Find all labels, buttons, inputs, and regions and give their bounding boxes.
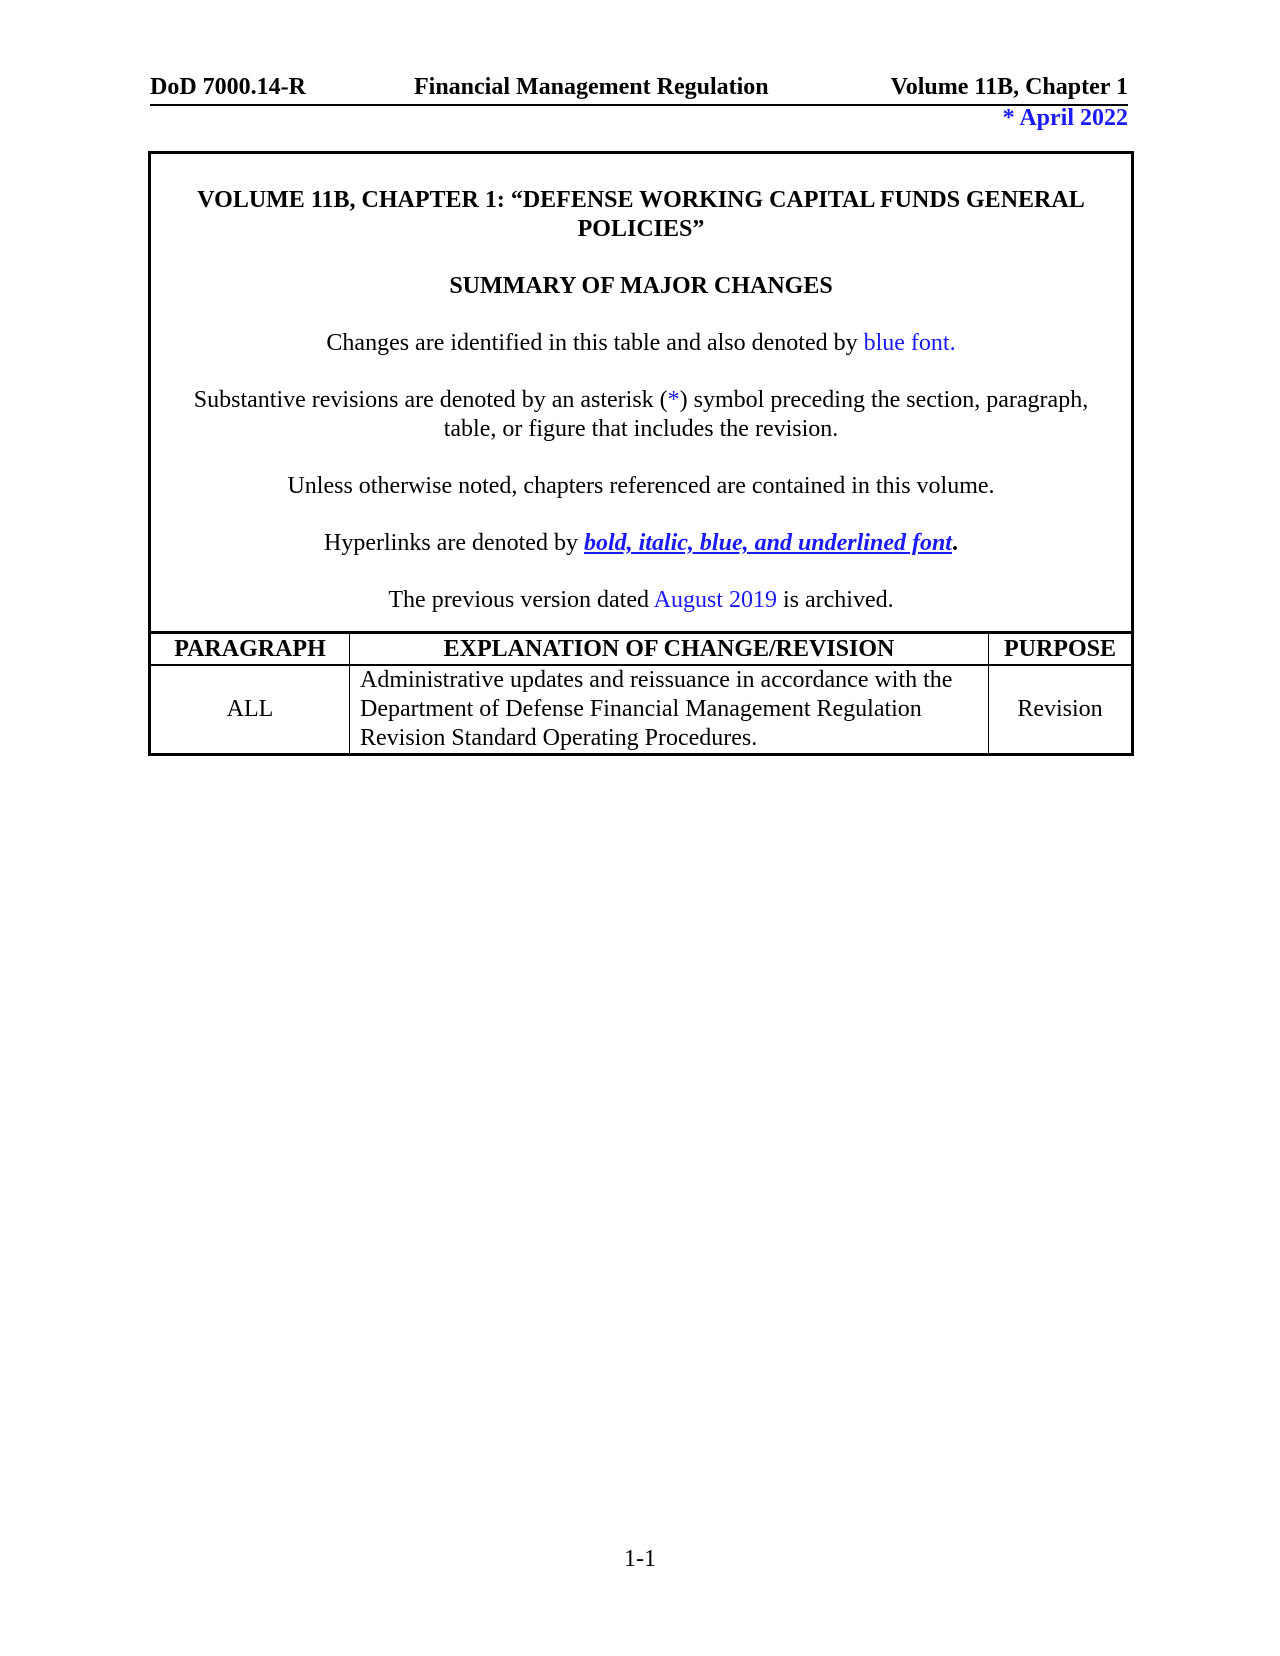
- summary-line-previous-suffix: is archived.: [776, 587, 894, 613]
- column-header-paragraph: PARAGRAPH: [151, 633, 350, 666]
- header-date: * April 2022: [1002, 105, 1128, 131]
- summary-line-blue-font: [171, 329, 1111, 358]
- summary-line-hyperlinks: [171, 529, 1111, 558]
- changes-table: [151, 631, 1131, 753]
- table-row: [151, 665, 1131, 753]
- running-header: [150, 72, 1128, 106]
- hyperlink-sample[interactable]: bold, italic, blue, and underlined font: [583, 530, 952, 556]
- cell-paragraph: ALL: [151, 665, 350, 753]
- column-header-explanation: EXPLANATION OF CHANGE/REVISION: [350, 633, 989, 666]
- summary-line-asterisk-suffix: ) symbol preceding the section, paragraph, table, or figure that includes the revision.: [443, 387, 1089, 442]
- summary-intro: [151, 154, 1131, 631]
- summary-line-asterisk-prefix: Substantive revisions are denoted by an asterisk (: [193, 387, 668, 413]
- previous-version-date: August 2019: [653, 587, 777, 613]
- summary-line-asterisk: [171, 386, 1111, 444]
- summary-title: VOLUME 11B, CHAPTER 1: “DEFENSE WORKING CAPITAL FUNDS GENERAL POLICIES”: [197, 187, 1085, 242]
- cell-explanation: Administrative updates and reissuance in accordance with the Department of Defense Financial Management Regulation Revision Standard Operating Procedures.: [350, 665, 989, 753]
- summary-line-hyperlinks-suffix: .: [951, 530, 958, 556]
- summary-line-previous-version: [171, 586, 1111, 615]
- summary-line-chapters: Unless otherwise noted, chapters referenced are contained in this volume.: [287, 473, 995, 499]
- page-number: 1-1: [624, 1546, 656, 1572]
- header-title: Financial Management Regulation: [414, 74, 769, 100]
- cell-purpose: Revision: [989, 665, 1132, 753]
- summary-line-previous-prefix: The previous version dated: [388, 587, 654, 613]
- summary-subtitle: SUMMARY OF MAJOR CHANGES: [449, 273, 833, 299]
- summary-line-hyperlinks-prefix: Hyperlinks are denoted by: [324, 530, 584, 556]
- asterisk-symbol: *: [667, 387, 680, 413]
- header-volume-chapter: Volume 11B, Chapter 1: [890, 74, 1128, 100]
- summary-box: [148, 151, 1134, 756]
- header-doc-id: DoD 7000.14-R: [150, 74, 306, 100]
- changes-table-header-row: [151, 633, 1131, 666]
- column-header-purpose: PURPOSE: [989, 633, 1132, 666]
- summary-line-blue-font-text: Changes are identified in this table and also denoted by: [326, 330, 864, 356]
- blue-font-sample: blue font.: [863, 330, 956, 356]
